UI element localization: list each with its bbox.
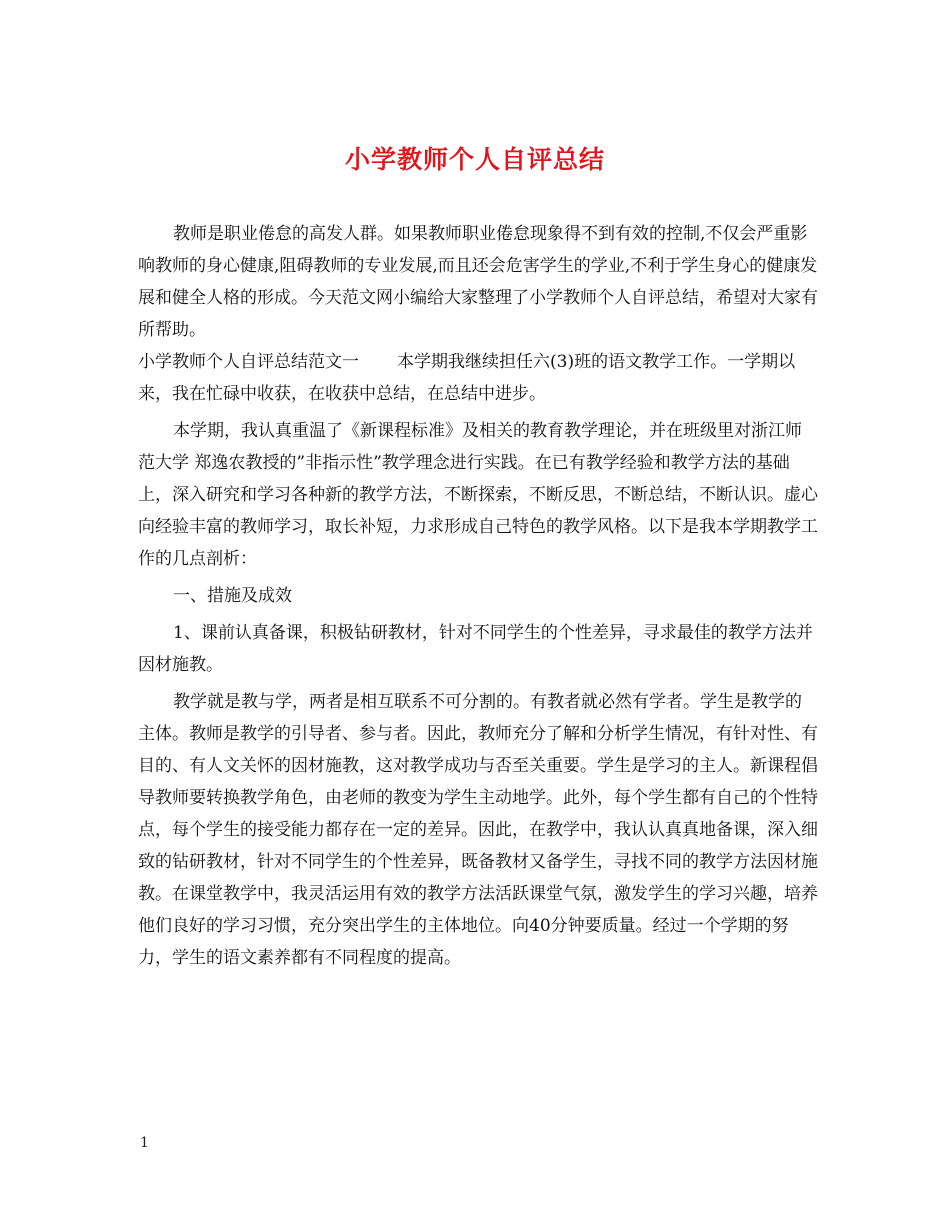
sub-heading-paragraph: 1、课前认真备课，积极钻研教材，针对不同学生的个性差异，寻求最佳的教学方法并因材施教。	[138, 623, 813, 675]
sample-paragraph	[138, 346, 818, 410]
body-paragraph: 本学期，我认真重温了《新课程标准》及相关的教育教学理论，并在班级里对浙江师范大学 郑逸农教授的”非指示性”教学理念进行实践。在已有教学经验和教学方法的基础上，深入研究和学习各种新的教学方法，不断探索，不断反思，不断总结，不断认识。虚心向经验丰富的教师学习，取长补短，力求形成自己特色的教学风格。以下是我本学期教学工作的几点剖析：	[138, 421, 818, 569]
body-paragraph: 教学就是教与学，两者是相互联系不可分割的。有教者就必然有学者。学生是教学的主体。教师是教学的引导者、参与者。因此，教师充分了解和分析学生情况，有针对性、有目的、有人文关怀的因材施教，这对教学成功与否至关重要。学生是学习的主人。新课程倡导教师要转换教学角色，由老师的教变为学生主动地学。此外，每个学生都有自己的个性特点，每个学生的接受能力都存在一定的差异。因此，在教学中，我认认真真地备课，深入细致的钻研教材，针对不同学生的个性差异，既备教材又备学生，寻找不同的教学方法因材施教。在课堂教学中，我灵活运用有效的教学方法活跃课堂气氛，激发学生的学习兴趣，培养他们良好的学习习惯，充分突出学生的主体地位。向40分钟要质量。经过一个学期的努力，学生的语文素养都有不同程度的提高。	[138, 692, 818, 968]
page-number: 1	[140, 1135, 149, 1151]
intro-paragraph: 教师是职业倦怠的高发人群。如果教师职业倦怠现象得不到有效的控制,不仅会严重影响教师的身心健康,阻碍教师的专业发展,而且还会危害学生的学业,不利于学生身心的健康发展和健全人格的形成。今天范文网小编给大家整理了小学教师个人自评总结，希望对大家有所帮助。	[138, 224, 818, 340]
document-body	[138, 218, 818, 974]
sample-text: 本学期我继续担任六(3)班的语文教学工作。一学期以来，我在忙碌中收获，在收获中总结，在总结中进步。	[138, 352, 796, 404]
document-title: 小学教师个人自评总结	[344, 145, 605, 174]
sample-label: 小学教师个人自评总结范文一	[138, 352, 359, 372]
section-heading: 一、措施及成效	[173, 586, 292, 606]
